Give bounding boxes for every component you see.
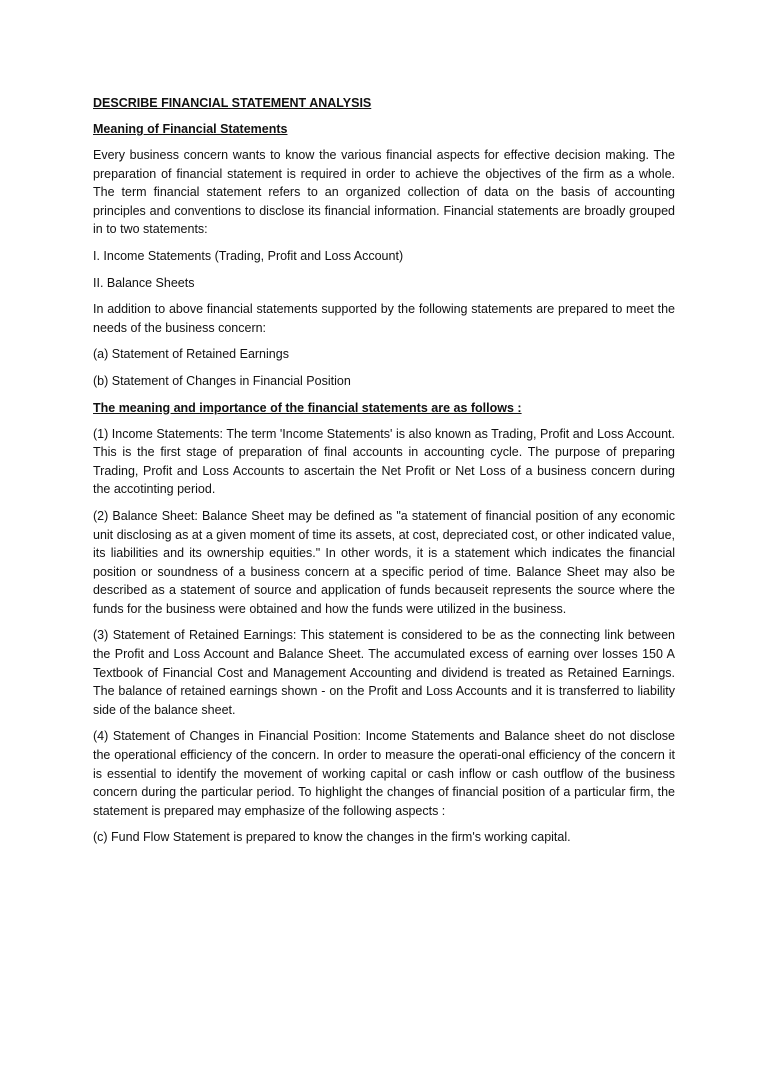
paragraph-balance-sheet: (2) Balance Sheet: Balance Sheet may be defined as "a statement of financial position of any economic unit disclosing as at a given moment of time its assets, at cost, depreciated cost, or other indicated value, its liabilities and its ownership equities." In other words, it is a statement which indicates the financial position or soundness of a business concern at a specific period of time. Balance Sheet may also be described as a statement of source and application of funds becauseit represents the source where the funds for the business were obtained and how the funds were utilized in the business. [93,508,675,616]
list-item-fund-flow: (c) Fund Flow Statement is prepared to know the changes in the firm's working capital. [93,830,571,845]
paragraph-changes-financial-position: (4) Statement of Changes in Financial Position: Income Statements and Balance sheet do not disclose the operational efficiency of the concern. In order to measure the operati-onal efficiency of the concern it is essential to identify the movement of working capital or cash inflow or cash outflow of the business concern during the particular period. To highlight the changes of financial position of a particular firm, the statement is prepared may emphasize of the following aspects : [93,729,675,818]
intro-paragraph: Every business concern wants to know the various financial aspects for effective decision making. The preparation of financial statement is required in order to achieve the objectives of the firm as a whole. The term financial statement refers to an organized collection of data on the basis of accounting principles and conventions to disclose its financial information. Financial statements are broadly grouped in to two statements: [93,148,675,237]
paragraph-retained-earnings: (3) Statement of Retained Earnings: This statement is considered to be as the connecting link between the Profit and Loss Account and Balance Sheet. The accumulated excess of earning over losses 150 A Textbook of Financial Cost and Management Accounting and dividend is treated as Retained Earnings. The balance of retained earnings shown - on the Profit and Loss Accounts and it is transferred to liability side of the balance sheet. [93,628,675,717]
list-item-retained-earnings: (a) Statement of Retained Earnings [93,347,289,362]
document-title: DESCRIBE FINANCIAL STATEMENT ANALYSIS [93,96,372,110]
list-item-balance-sheets: II. Balance Sheets [93,275,195,290]
document-page [93,94,675,855]
paragraph-income-statements: (1) Income Statements: The term 'Income Statements' is also known as Trading, Profit and Loss Account. This is the first stage of preparation of final accounts in accounting cycle. The purpose of preparing Trading, Profit and Loss Accounts to ascertain the Net Profit or Net Loss of a business concern during the accotinting period. [93,426,675,497]
list-item-income-statements: I. Income Statements (Trading, Profit and Loss Account) [93,248,404,263]
importance-heading: The meaning and importance of the financial statements are as follows : [93,400,522,415]
addition-paragraph: In addition to above financial statements supported by the following statements are prepared to meet the needs of the business concern: [93,302,675,335]
meaning-heading: Meaning of Financial Statements [93,122,288,136]
list-item-changes-financial-position: (b) Statement of Changes in Financial Position [93,373,351,388]
